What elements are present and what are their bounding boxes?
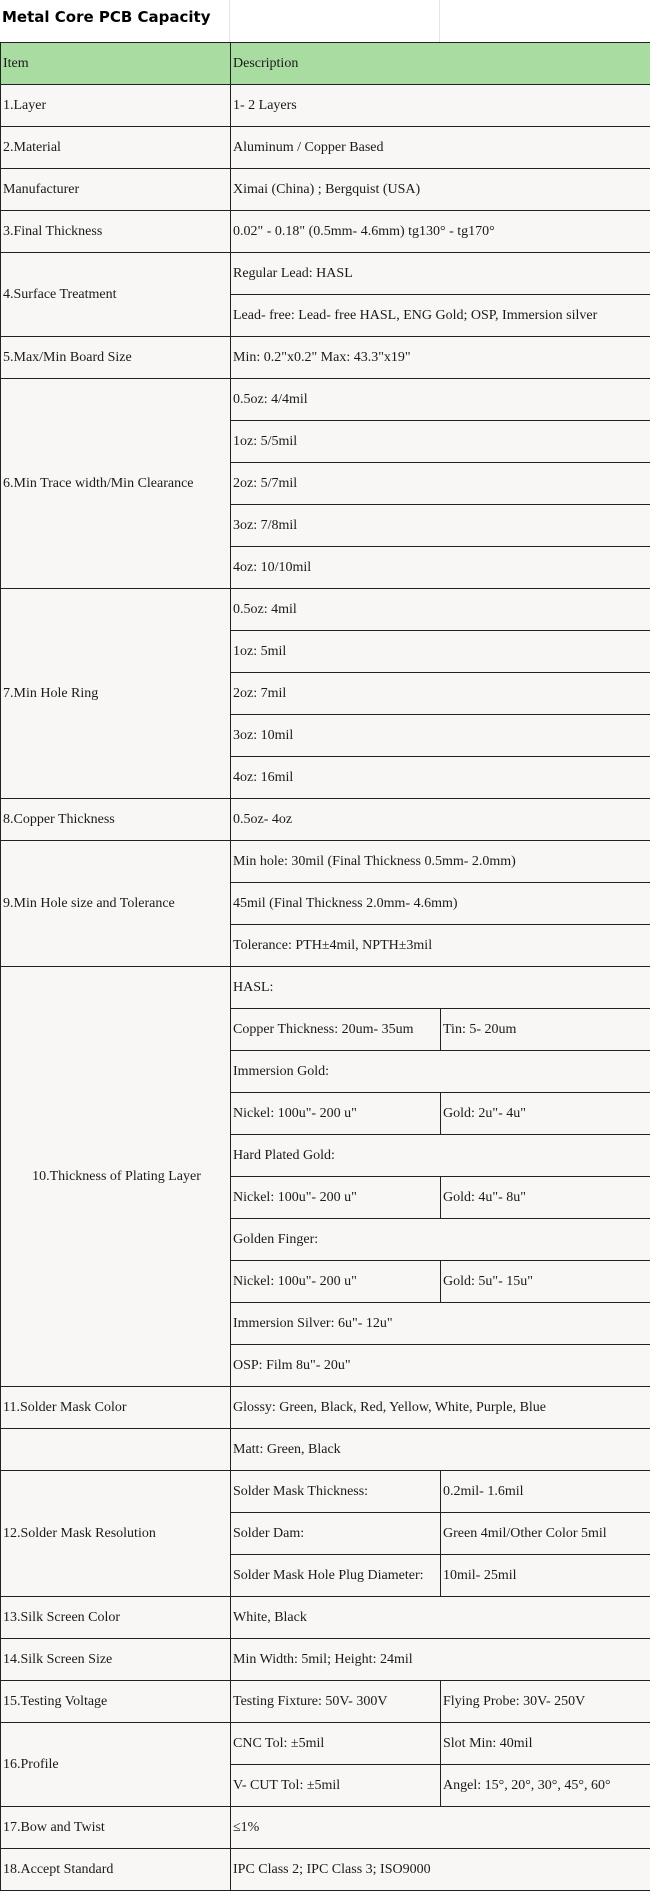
description-cell: Nickel: 100u"- 200 u" xyxy=(231,1261,441,1303)
table-row xyxy=(1,1849,650,1891)
item-cell: 6.Min Trace width/Min Clearance xyxy=(1,379,231,589)
title-divider xyxy=(439,0,440,42)
capacity-table xyxy=(0,42,650,1891)
description-cell: 3oz: 7/8mil xyxy=(231,505,650,547)
description-cell: 4oz: 16mil xyxy=(231,757,650,799)
description-cell: Min hole: 30mil (Final Thickness 0.5mm- 2.0mm) xyxy=(231,841,650,883)
table-row xyxy=(1,1639,650,1681)
description-cell: Tolerance: PTH±4mil, NPTH±3mil xyxy=(231,925,650,967)
description-cell: 0.5oz: 4/4mil xyxy=(231,379,650,421)
value-cell: Tin: 5- 20um xyxy=(441,1009,650,1051)
title-divider xyxy=(229,0,230,42)
value-cell: 10mil- 25mil xyxy=(441,1555,650,1597)
item-cell: 10.Thickness of Plating Layer xyxy=(1,967,231,1387)
header-item: Item xyxy=(1,43,231,85)
description-cell: IPC Class 2; IPC Class 3; ISO9000 xyxy=(231,1849,650,1891)
item-cell: 18.Accept Standard xyxy=(1,1849,231,1891)
table-row xyxy=(1,1681,650,1723)
value-cell: Flying Probe: 30V- 250V xyxy=(441,1681,650,1723)
item-cell: 13.Silk Screen Color xyxy=(1,1597,231,1639)
description-cell: 1- 2 Layers xyxy=(231,85,650,127)
header-row xyxy=(1,43,650,85)
table-row xyxy=(1,1597,650,1639)
description-cell: 1oz: 5mil xyxy=(231,631,650,673)
item-cell: 8.Copper Thickness xyxy=(1,799,231,841)
item-cell: 7.Min Hole Ring xyxy=(1,589,231,799)
header-description: Description xyxy=(231,43,650,85)
item-cell: 11.Solder Mask Color xyxy=(1,1387,231,1429)
description-cell: HASL: xyxy=(231,967,650,1009)
value-cell: Angel: 15°, 20°, 30°, 45°, 60° xyxy=(441,1765,650,1807)
item-cell: 2.Material xyxy=(1,127,231,169)
table-row xyxy=(1,85,650,127)
description-cell: ≤1% xyxy=(231,1807,650,1849)
item-cell: 14.Silk Screen Size xyxy=(1,1639,231,1681)
description-cell: Lead- free: Lead- free HASL, ENG Gold; OSP, Immersion silver xyxy=(231,295,650,337)
value-cell: Green 4mil/Other Color 5mil xyxy=(441,1513,650,1555)
table-row xyxy=(1,967,650,1009)
item-cell: 4.Surface Treatment xyxy=(1,253,231,337)
table-row xyxy=(1,337,650,379)
table-row xyxy=(1,169,650,211)
description-cell: 1oz: 5/5mil xyxy=(231,421,650,463)
table-row xyxy=(1,1387,650,1429)
description-cell: Glossy: Green, Black, Red, Yellow, White, Purple, Blue xyxy=(231,1387,650,1429)
description-cell: Golden Finger: xyxy=(231,1219,650,1261)
description-cell: Copper Thickness: 20um- 35um xyxy=(231,1009,441,1051)
item-cell: 9.Min Hole size and Tolerance xyxy=(1,841,231,967)
item-cell xyxy=(1,1429,231,1471)
table-row xyxy=(1,379,650,421)
description-cell: 0.02" - 0.18" (0.5mm- 4.6mm) tg130° - tg170° xyxy=(231,211,650,253)
description-cell: 45mil (Final Thickness 2.0mm- 4.6mm) xyxy=(231,883,650,925)
description-cell: Min: 0.2"x0.2" Max: 43.3"x19" xyxy=(231,337,650,379)
item-cell: 16.Profile xyxy=(1,1723,231,1807)
value-cell: 0.2mil- 1.6mil xyxy=(441,1471,650,1513)
title-row xyxy=(0,0,650,42)
value-cell: Gold: 2u"- 4u" xyxy=(441,1093,650,1135)
description-cell: 3oz: 10mil xyxy=(231,715,650,757)
description-cell: Min Width: 5mil; Height: 24mil xyxy=(231,1639,650,1681)
item-cell: 12.Solder Mask Resolution xyxy=(1,1471,231,1597)
table-row xyxy=(1,589,650,631)
description-cell: 2oz: 7mil xyxy=(231,673,650,715)
description-cell: White, Black xyxy=(231,1597,650,1639)
description-cell: Solder Mask Thickness: xyxy=(231,1471,441,1513)
page-title: Metal Core PCB Capacity xyxy=(2,8,211,26)
item-cell: 3.Final Thickness xyxy=(1,211,231,253)
description-cell: Nickel: 100u"- 200 u" xyxy=(231,1177,441,1219)
table-row xyxy=(1,1429,650,1471)
table-row xyxy=(1,1723,650,1765)
description-cell: Testing Fixture: 50V- 300V xyxy=(231,1681,441,1723)
item-cell: 17.Bow and Twist xyxy=(1,1807,231,1849)
value-cell: Gold: 5u"- 15u" xyxy=(441,1261,650,1303)
table-row xyxy=(1,1807,650,1849)
description-cell: V- CUT Tol: ±5mil xyxy=(231,1765,441,1807)
description-cell: Solder Mask Hole Plug Diameter: xyxy=(231,1555,441,1597)
description-cell: Immersion Gold: xyxy=(231,1051,650,1093)
description-cell: Aluminum / Copper Based xyxy=(231,127,650,169)
description-cell: 2oz: 5/7mil xyxy=(231,463,650,505)
description-cell: OSP: Film 8u"- 20u" xyxy=(231,1345,650,1387)
description-cell: Hard Plated Gold: xyxy=(231,1135,650,1177)
description-cell: Immersion Silver: 6u"- 12u" xyxy=(231,1303,650,1345)
table-row xyxy=(1,127,650,169)
table-row xyxy=(1,1471,650,1513)
item-cell: 15.Testing Voltage xyxy=(1,1681,231,1723)
table-row xyxy=(1,211,650,253)
table-row xyxy=(1,799,650,841)
description-cell: Ximai (China) ; Bergquist (USA) xyxy=(231,169,650,211)
item-cell: Manufacturer xyxy=(1,169,231,211)
description-cell: 0.5oz- 4oz xyxy=(231,799,650,841)
value-cell: Slot Min: 40mil xyxy=(441,1723,650,1765)
value-cell: Gold: 4u"- 8u" xyxy=(441,1177,650,1219)
item-cell: 5.Max/Min Board Size xyxy=(1,337,231,379)
description-cell: CNC Tol: ±5mil xyxy=(231,1723,441,1765)
description-cell: Regular Lead: HASL xyxy=(231,253,650,295)
description-cell: 4oz: 10/10mil xyxy=(231,547,650,589)
table-row xyxy=(1,841,650,883)
description-cell: 0.5oz: 4mil xyxy=(231,589,650,631)
description-cell: Solder Dam: xyxy=(231,1513,441,1555)
description-cell: Matt: Green, Black xyxy=(231,1429,650,1471)
description-cell: Nickel: 100u"- 200 u" xyxy=(231,1093,441,1135)
item-cell: 1.Layer xyxy=(1,85,231,127)
table-row xyxy=(1,253,650,295)
